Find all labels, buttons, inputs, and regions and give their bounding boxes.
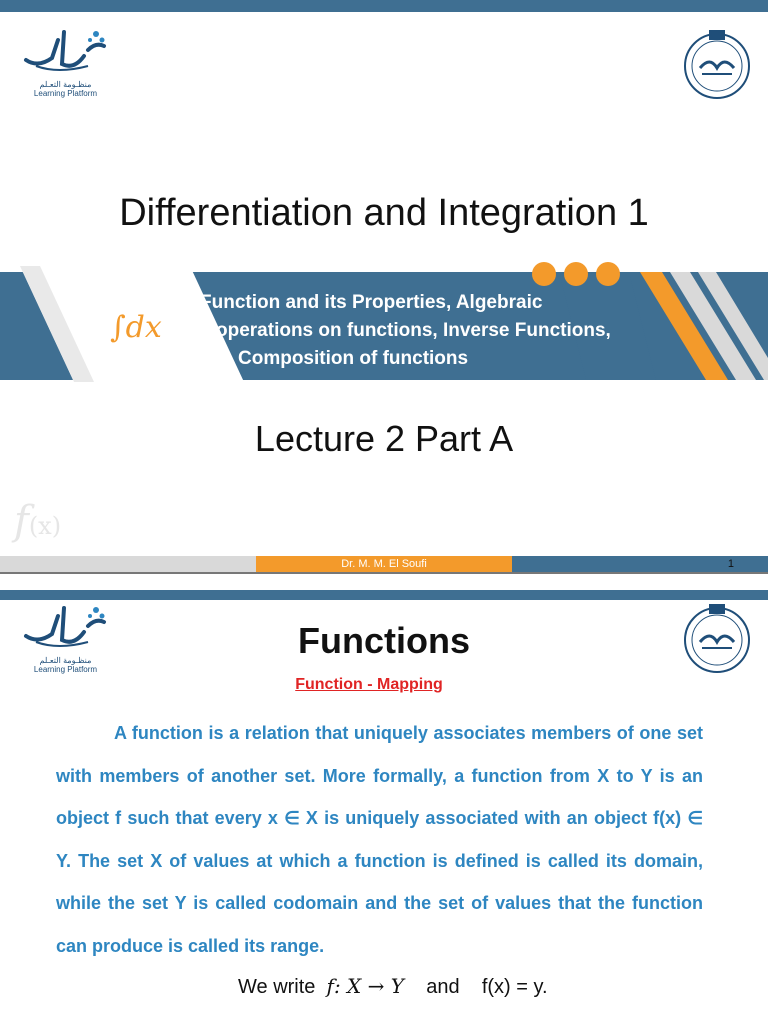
top-bar xyxy=(0,0,768,12)
page-number: 1 xyxy=(727,558,734,570)
definition-paragraph xyxy=(56,712,703,967)
university-seal-icon xyxy=(682,28,752,100)
raafed-logo xyxy=(18,20,113,100)
logo-arabic-text: منظـومة التعـلم xyxy=(39,80,92,89)
raafed-logo-icon xyxy=(18,20,113,80)
banner-line-2: operations on functions, Inverse Functions, xyxy=(216,320,611,341)
banner-line-1: Function and its Properties, Algebraic xyxy=(200,292,543,313)
footer-divider xyxy=(0,572,768,574)
logo-english-text: Learning Platform xyxy=(33,89,98,98)
logo-english-text: Learning Platform xyxy=(33,665,98,674)
slide-heading: Functions xyxy=(298,620,470,661)
slide-separator xyxy=(0,579,768,590)
logo-caption xyxy=(18,80,113,98)
top-bar xyxy=(0,590,768,600)
slide-footer xyxy=(0,556,768,573)
fx-watermark-icon: f(x) xyxy=(14,498,62,544)
notation-prefix: We write xyxy=(238,976,316,998)
logo-arabic-text: منظـومة التعـلم xyxy=(39,656,92,665)
notation-conj: and xyxy=(426,976,460,998)
definition-text: A function is a relation that uniquely associates members of one set with members of another set. More formally, a function from X to Y is an object f such that every x ∈ X is uniquely associated with an object f(x) ∈ Y. The set X of values at which a function is defined is called its domain, while the set Y is called codomain and the set of values that the function can produce is called its range. xyxy=(56,723,703,956)
integral-symbol: ∫dx xyxy=(110,310,162,345)
notation-math: f: X → Y xyxy=(326,974,404,998)
topic-banner xyxy=(0,262,768,392)
university-seal xyxy=(682,28,752,100)
footer-author: Dr. M. M. El Soufi xyxy=(256,556,512,573)
content-slide xyxy=(0,590,768,1024)
lecture-subtitle: Lecture 2 Part A xyxy=(254,418,514,459)
function-notation xyxy=(238,974,548,999)
footer-grey-segment xyxy=(0,556,256,573)
course-title: Differentiation and Integration 1 xyxy=(119,192,649,234)
banner-line-3: Composition of functions xyxy=(238,348,469,369)
slide-subheading: Function - Mapping xyxy=(295,676,443,693)
notation-eq: f(x) = y. xyxy=(481,976,548,998)
